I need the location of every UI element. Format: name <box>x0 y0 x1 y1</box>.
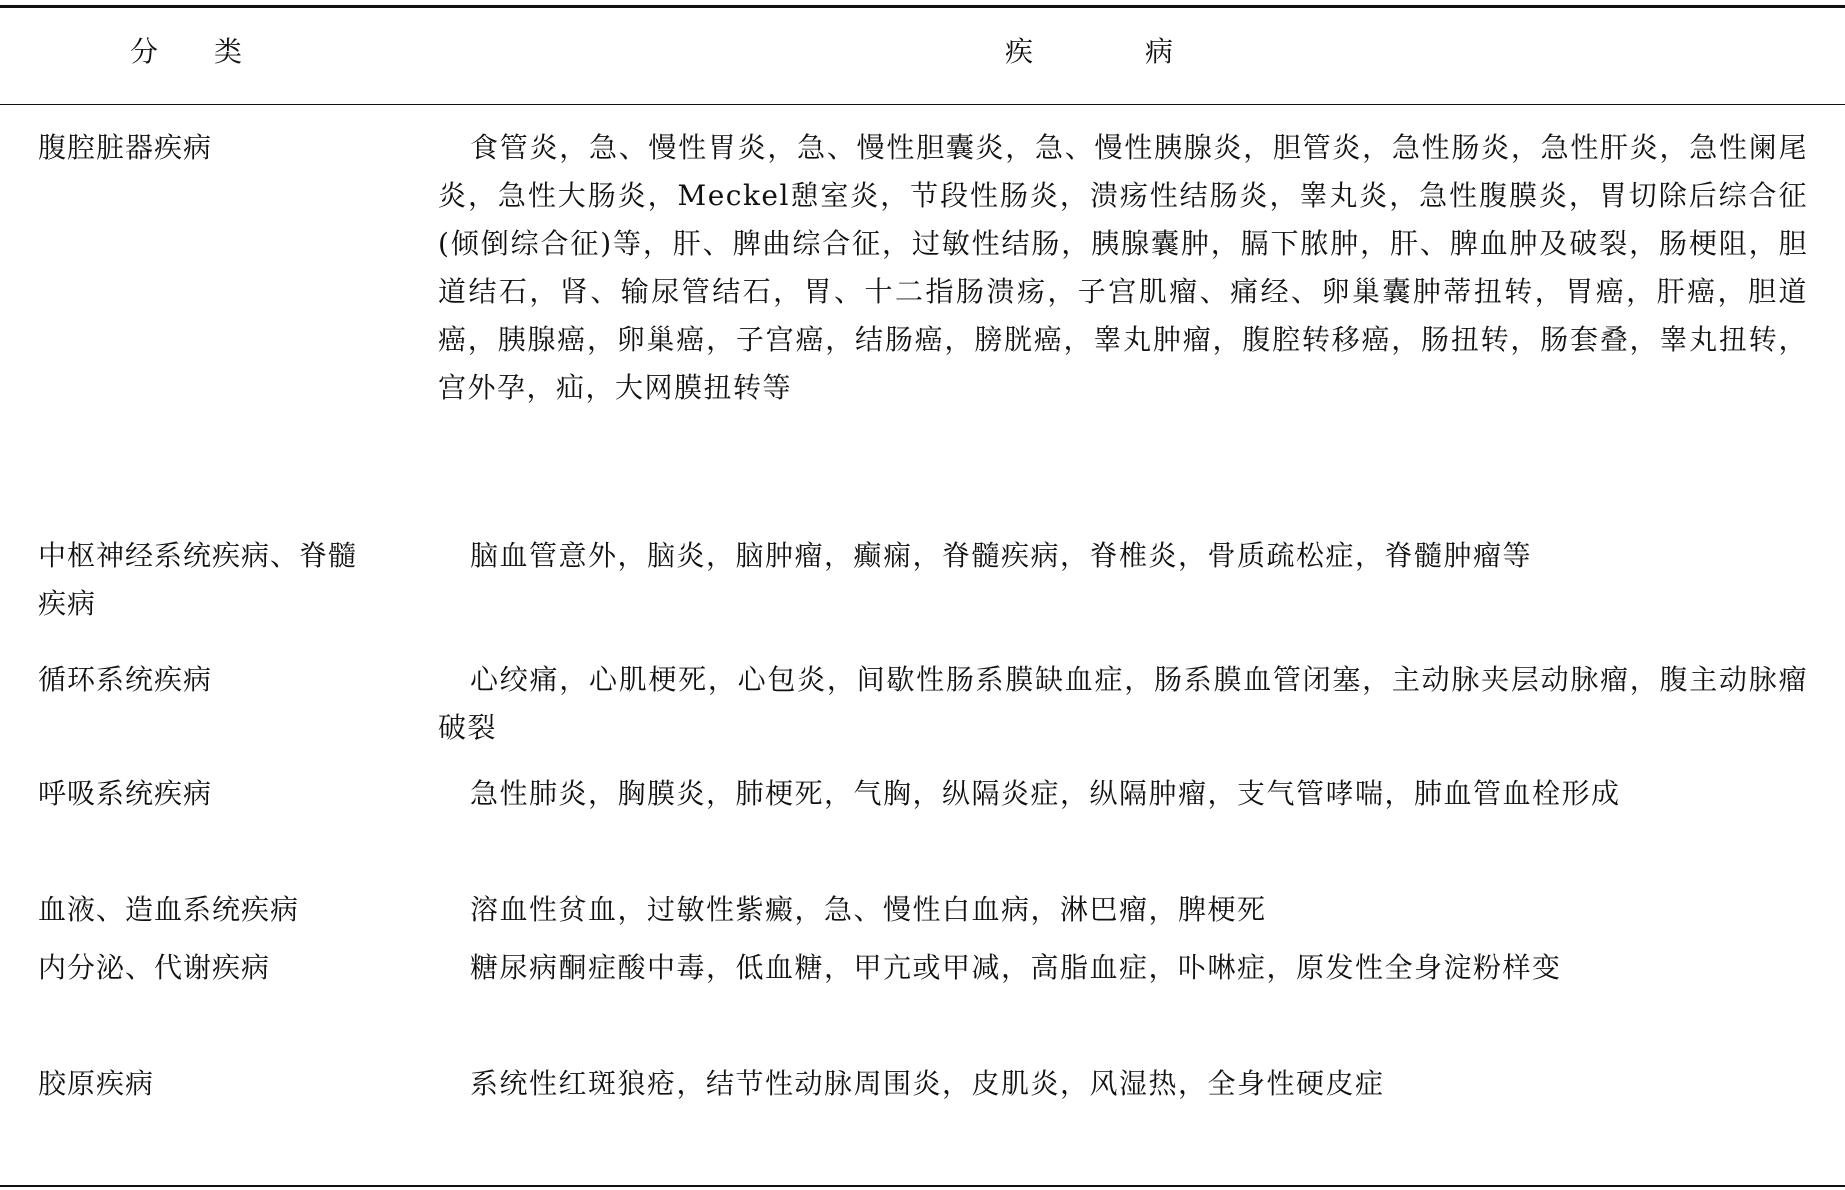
row-diseases: 食管炎，急、慢性胃炎，急、慢性胆囊炎，急、慢性胰腺炎，胆管炎，急性肠炎，急性肝炎，急性阑尾炎，急性大肠炎，Meckel憩室炎，节段性肠炎，溃疡性结肠炎，睾丸炎，急性腹膜炎，胃切除后综合征(倾倒综合征)等，肝、脾曲综合征，过敏性结肠，胰腺囊肿，膈下脓肿，肝、脾血肿及破裂，肠梗阻，胆道结石，肾、输尿管结石，胃、十二指肠溃疡，子宫肌瘤、痛经、卵巢囊肿蒂扭转，胃癌，肝癌，胆道癌，胰腺癌，卵巢癌，子宫癌，结肠癌，膀胱癌，睾丸肿瘤，腹腔转移癌，肠扭转，肠套叠，睾丸扭转，宫外孕，疝，大网膜扭转等 <box>438 131 1808 404</box>
row-category: 呼吸系统疾病 <box>38 777 213 810</box>
row-diseases: 溶血性贫血，过敏性紫癜，急、慢性白血病，淋巴瘤，脾梗死 <box>470 893 1267 926</box>
row-category: 血液、造血系统疾病 <box>38 893 300 926</box>
row-diseases: 系统性红斑狼疮，结节性动脉周围炎，皮肌炎，风湿热，全身性硬皮症 <box>470 1067 1385 1100</box>
header-disease: 疾 病 <box>1005 35 1174 68</box>
row-category: 循环系统疾病 <box>38 663 213 696</box>
table-bottom-rule <box>0 1185 1845 1187</box>
row-diseases: 心绞痛，心肌梗死，心包炎，间歇性肠系膜缺血症，肠系膜血管闭塞，主动脉夹层动脉瘤，腹主动脉瘤破裂 <box>438 663 1808 744</box>
row-diseases: 糖尿病酮症酸中毒，低血糖，甲亢或甲减，高脂血症，卟啉症，原发性全身淀粉样变 <box>470 951 1562 984</box>
row-category: 胶原疾病 <box>38 1067 155 1100</box>
header-category: 分 类 <box>130 35 243 68</box>
row-category: 中枢神经系统疾病、脊髓疾病 <box>38 539 358 620</box>
row-category: 腹腔脏器疾病 <box>38 131 213 164</box>
row-diseases: 脑血管意外，脑炎，脑肿瘤，癫痫，脊髓疾病，脊椎炎，骨质疏松症，脊髓肿瘤等 <box>470 539 1533 572</box>
row-category: 内分泌、代谢疾病 <box>38 951 271 984</box>
row-diseases: 急性肺炎，胸膜炎，肺梗死，气胸，纵隔炎症，纵隔肿瘤，支气管哮喘，肺血管血栓形成 <box>470 777 1621 810</box>
